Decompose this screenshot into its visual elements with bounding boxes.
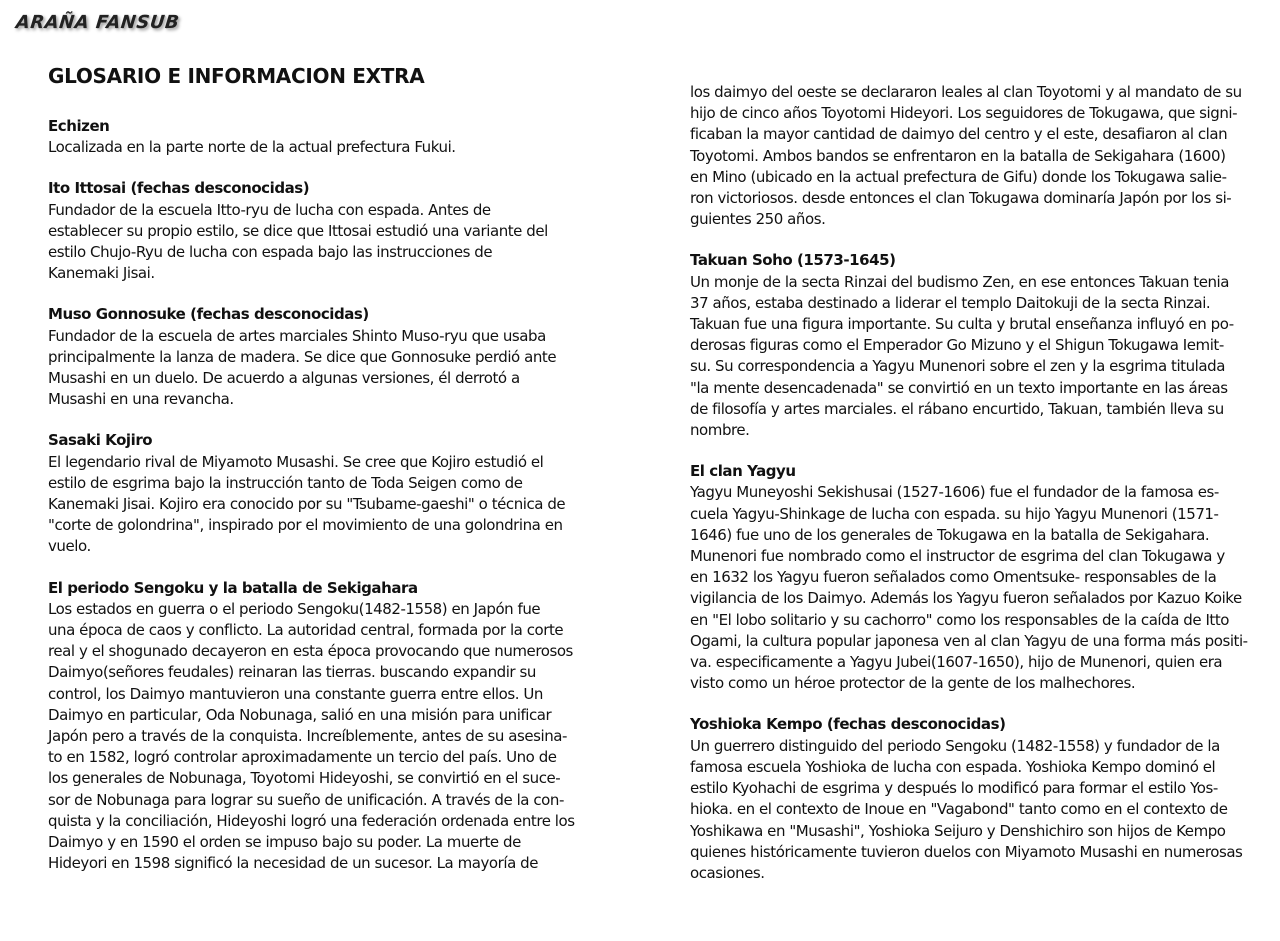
entry-text-line: Kanemaki Jisai. Kojiro era conocido por su "Tsubame-gaeshi" o técnica de [48, 495, 566, 514]
entry-text-line: Localizada en la parte norte de la actual prefectura Fukui. [48, 138, 456, 157]
entry-text-line: hijo de cinco años Toyotomi Hideyori. Los seguidores de Tokugawa, que signi- [690, 104, 1238, 123]
entry-text-line: en Mino (ubicado en la actual prefectura de Gifu) donde los Tokugawa salie- [690, 167, 1227, 186]
entry-text-line: derosas figuras como el Emperador Go Mizuno y el Shigun Tokugawa Iemit- [690, 336, 1224, 355]
watermark-logo: ARAÑA FANSUB [14, 12, 181, 33]
entry-text-line: vigilancia de los Daimyo. Además los Yagyu fueron señalados por Kazuo Koike [690, 589, 1242, 608]
entry-text-line: sor de Nobunaga para lograr su sueño de unificación. A través de la con- [48, 790, 564, 809]
entry-text-line: famosa escuela Yoshioka de lucha con espada. Yoshioka Kempo dominó el [690, 757, 1216, 776]
entry-text-line: guientes 250 años. [690, 210, 826, 229]
entry-text-line: Yoshikawa en "Musashi", Yoshioka Seijuro y Denshichiro son hijos de Kempo [690, 821, 1226, 840]
entry-text-line: to en 1582, logró controlar aproximadamente un tercio del país. Uno de [48, 748, 557, 767]
entry-text-line: va. especificamente a Yagyu Jubei(1607-1650), hijo de Munenori, quien era [690, 653, 1223, 672]
entry-text-line: Un guerrero distinguido del periodo Sengoku (1482-1558) y fundador de la [690, 736, 1220, 755]
entry-text-line: de filosofía y artes marciales. el rábano encurtido, Takuan, también lleva su [690, 399, 1224, 418]
entry-title: El periodo Sengoku y la batalla de Sekigahara [48, 578, 418, 597]
entry-text-line: Ogami, la cultura popular japonesa ven al clan Yagyu de una forma más positi- [690, 631, 1248, 650]
entry-text-line: cuela Yagyu-Shinkage de lucha con espada. su hijo Yagyu Munenori (1571- [690, 504, 1219, 523]
entry-text-line: los daimyo del oeste se declararon leales al clan Toyotomi y al mandato de su [690, 83, 1242, 101]
entry-text-line: quienes históricamente tuvieron duelos con Miyamoto Musashi en numerosas [690, 842, 1243, 861]
entry-text-line: quista y la conciliación, Hideyoshi logró una federación ordenada entre los [48, 811, 575, 830]
entry-text-line: visto como un héroe protector de la gente de los malhechores. [690, 674, 1136, 693]
entry-text-line: ron victoriosos. desde entonces el clan Tokugawa dominaría Japón por los si- [690, 189, 1232, 208]
entry-title: Echizen [48, 117, 110, 135]
entry-text-line: Los estados en guerra o el periodo Sengoku(1482-1558) en Japón fue [48, 599, 541, 618]
entry-title: El clan Yagyu [690, 462, 796, 481]
entry-text-line: estilo Kyohachi de esgrima y después lo modificó para formar el estilo Yos- [690, 779, 1218, 798]
entry-text-line: 1646) fue uno de los generales de Tokugawa en la batalla de Sekigahara. [690, 525, 1210, 544]
glossary-entry [690, 714, 1250, 884]
entry-text-line: hioka. en el contexto de Inoue en "Vagabond" tanto como en el contexto de [690, 800, 1228, 819]
left-column [48, 116, 578, 895]
entry-text-line: real y el shogunado decayeron en esta época provocando que numerosos [48, 642, 573, 661]
glossary-entry [48, 578, 578, 875]
right-column [690, 82, 1250, 904]
glossary-entry [48, 430, 578, 557]
glossary-entry [48, 304, 578, 410]
entry-text-line: Fundador de la escuela Itto-ryu de lucha con espada. Antes de [48, 200, 491, 219]
entry-title: Sasaki Kojiro [48, 431, 153, 450]
entry-text-line: Un monje de la secta Rinzai del budismo Zen, en ese entonces Takuan tenia [690, 272, 1230, 291]
entry-text-line: control, los Daimyo mantuvieron una constante guerra entre ellos. Un [48, 684, 543, 703]
entry-text-line: Daimyo y en 1590 el orden se impuso bajo su poder. La muerte de [48, 833, 521, 852]
entry-text-line: "corte de golondrina", inspirado por el movimiento de una golondrina en [48, 516, 563, 535]
entry-text-line: los generales de Nobunaga, Toyotomi Hideyoshi, se convirtió en el suce- [48, 769, 561, 788]
entry-text-line: estilo de esgrima bajo la instrucción tanto de Toda Seigen como de [48, 473, 523, 492]
entry-title: Ito Ittosai (fechas desconocidas) [48, 179, 310, 198]
entry-text-line: Fundador de la escuela de artes marciales Shinto Muso-ryu que usaba [48, 326, 546, 345]
entry-text-line: Kanemaki Jisai. [48, 264, 155, 283]
entry-text-line: "la mente desencadenada" se convirtió en un texto importante en las áreas [690, 378, 1228, 397]
entry-text-line: Munenori fue nombrado como el instructor de esgrima del clan Tokugawa y [690, 547, 1225, 566]
glossary-entry [48, 116, 578, 158]
entry-text-line: 37 años, estaba destinado a liderar el templo Daitokuji de la secta Rinzai. [690, 293, 1211, 312]
entry-text-line: Japón pero a través de la conquista. Increíblemente, antes de su asesina- [48, 727, 568, 746]
entry-title: Muso Gonnosuke (fechas desconocidas) [48, 305, 369, 324]
entry-text-line: Musashi en un duelo. De acuerdo a algunas versiones, él derrotó a [48, 369, 520, 388]
entry-text-line: Daimyo(señores feudales) reinaran las tierras. buscando expandir su [48, 663, 536, 682]
entry-title: Takuan Soho (1573-1645) [690, 251, 896, 270]
glossary-entry [690, 250, 1250, 441]
entry-text-line: Daimyo en particular, Oda Nobunaga, salió en una misión para unificar [48, 705, 552, 724]
entry-text-line: su. Su correspondencia a Yagyu Munenori sobre el zen y la esgrima titulada [690, 357, 1225, 376]
page-title: GLOSARIO E INFORMACION EXTRA [48, 64, 425, 88]
entry-text-line: Yagyu Muneyoshi Sekishusai (1527-1606) fue el fundador de la famosa es- [690, 483, 1219, 502]
entry-text-line: El legendario rival de Miyamoto Musashi. Se cree que Kojiro estudió el [48, 452, 544, 471]
glossary-entry [690, 82, 1250, 230]
glossary-entry [48, 178, 578, 284]
entry-text-line: nombre. [690, 421, 750, 440]
entry-text-line: principalmente la lanza de madera. Se dice que Gonnosuke perdió ante [48, 347, 557, 366]
entry-text-line: ocasiones. [690, 863, 765, 882]
entry-text-line: vuelo. [48, 537, 91, 556]
entry-text-line: Toyotomi. Ambos bandos se enfrentaron en la batalla de Sekigahara (1600) [690, 146, 1226, 165]
entry-text-line: ficaban la mayor cantidad de daimyo del centro y el este, desafiaron al clan [690, 125, 1228, 144]
glossary-entry [690, 461, 1250, 694]
entry-text-line: en 1632 los Yagyu fueron señalados como Omentsuke- responsables de la [690, 568, 1217, 587]
entry-text-line: estilo Chujo-Ryu de lucha con espada bajo las instrucciones de [48, 243, 493, 262]
entry-text-line: Musashi en una revancha. [48, 390, 234, 409]
entry-text-line: en "El lobo solitario y su cachorro" como los responsables de la caída de Itto [690, 610, 1230, 629]
entry-title: Yoshioka Kempo (fechas desconocidas) [690, 715, 1006, 734]
entry-text-line: Hideyori en 1598 significó la necesidad de un sucesor. La mayoría de [48, 854, 538, 873]
entry-text-line: Takuan fue una figura importante. Su culta y brutal enseñanza influyó en po- [690, 315, 1234, 334]
entry-text-line: establecer su propio estilo, se dice que Ittosai estudió una variante del [48, 221, 548, 240]
entry-text-line: una época de caos y conflicto. La autoridad central, formada por la corte [48, 621, 564, 640]
